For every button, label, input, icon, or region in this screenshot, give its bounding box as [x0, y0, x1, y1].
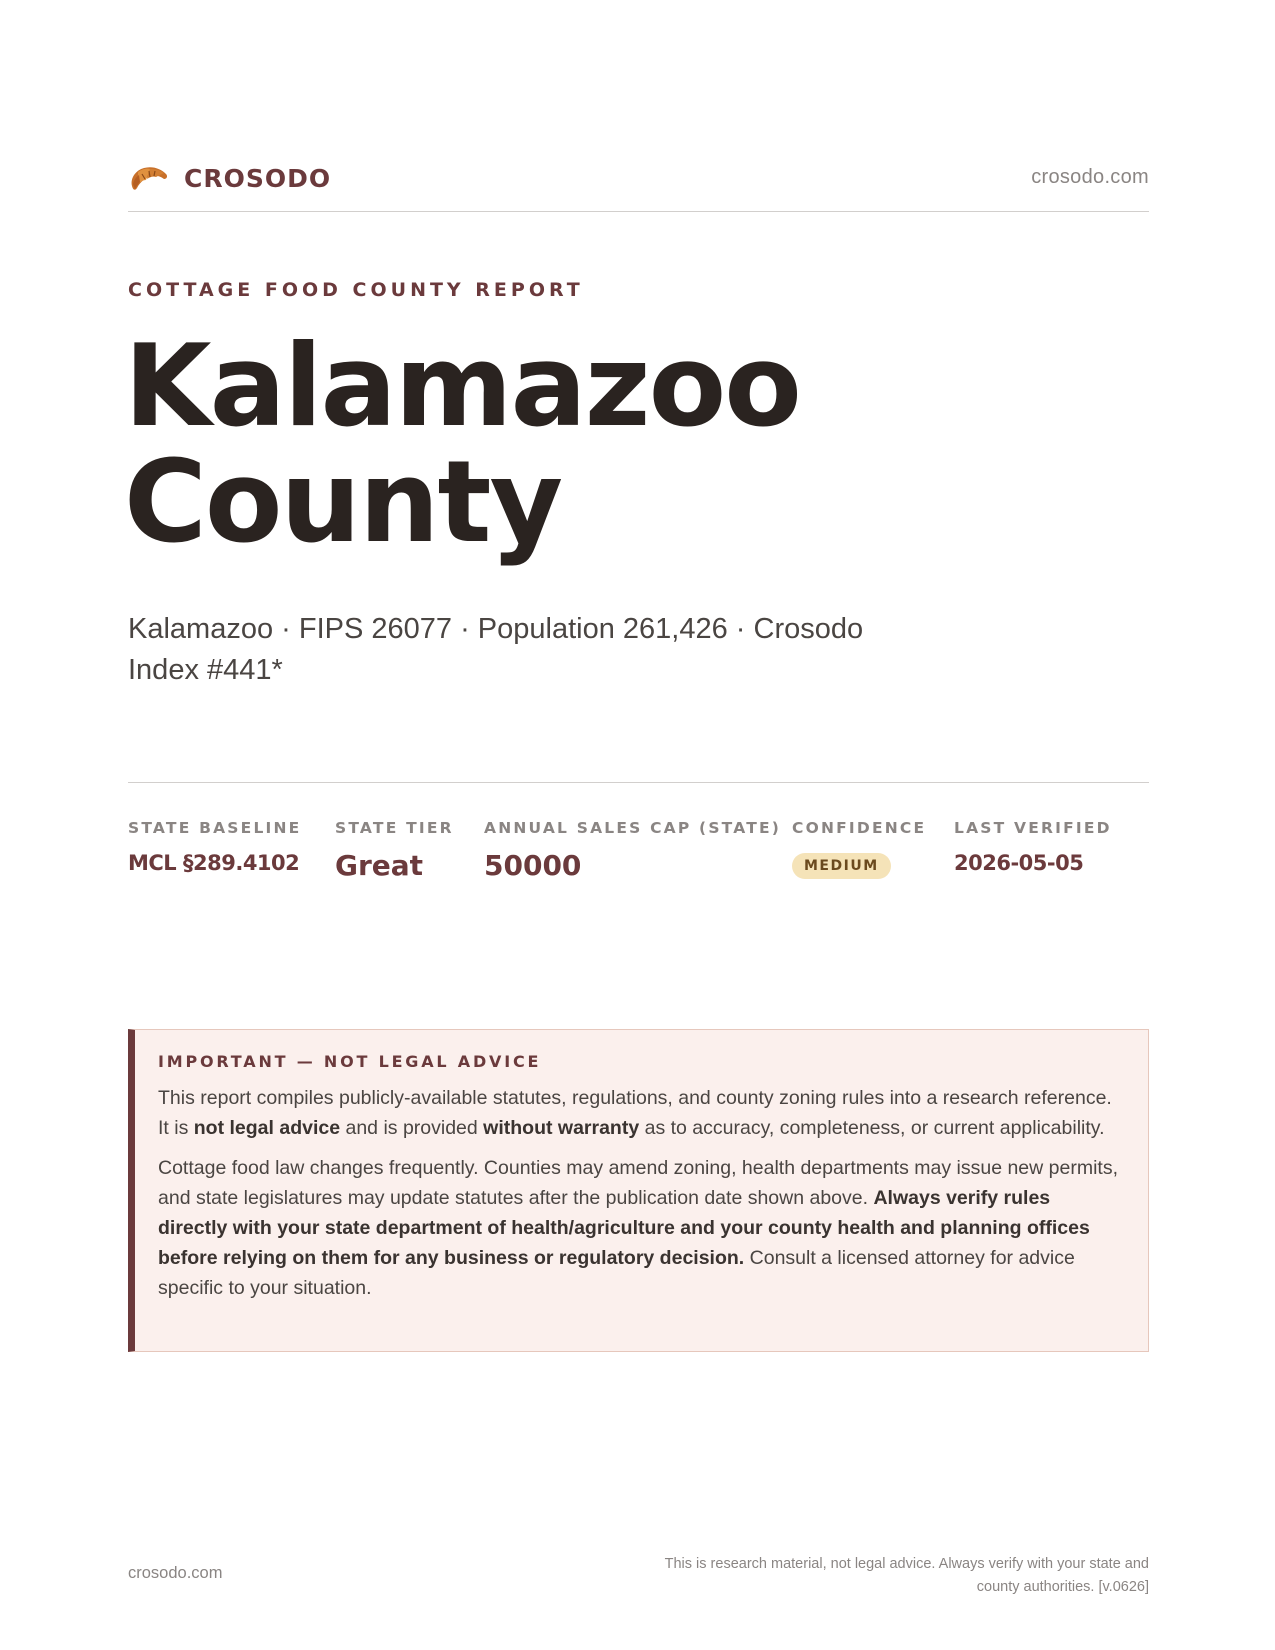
- header: [128, 158, 1149, 212]
- title-line-2: County: [124, 436, 562, 568]
- report-eyebrow: COTTAGE FOOD COUNTY REPORT: [128, 279, 584, 301]
- notice-text: as to accuracy, completeness, or current applicability.: [639, 1117, 1105, 1139]
- notice-paragraph-1: [158, 1083, 1122, 1143]
- stat-label: CONFIDENCE: [792, 819, 927, 837]
- footer-url[interactable]: crosodo.com: [128, 1564, 223, 1582]
- stat-label: ANNUAL SALES CAP (STATE): [484, 819, 782, 837]
- notice-text: This report compiles publicly-available statutes, regulations, and county zoning rules into a research reference. It is: [158, 1087, 1112, 1139]
- notice-text: Consult a licensed attorney for advice specific to your situation.: [158, 1247, 1075, 1299]
- report-page: [124, 0, 1149, 1650]
- stat-annual-sales-cap: [484, 819, 781, 882]
- notice-emphasis: not legal advice: [193, 1117, 341, 1139]
- stat-label: STATE BASELINE: [128, 819, 302, 837]
- stat-value: MCL §289.4102: [128, 851, 300, 875]
- brand-name: CROSODO: [184, 163, 332, 193]
- report-subtitle: Kalamazoo · FIPS 26077 · Population 261,426 · Crosodo Index #441*: [128, 613, 864, 686]
- footer-disclaimer: This is research material, not legal advice. Always verify with your state and county authorities. [v.0626]: [664, 1556, 1149, 1595]
- notice-heading: IMPORTANT — NOT LEGAL ADVICE: [158, 1052, 542, 1071]
- stat-label: STATE TIER: [335, 819, 454, 837]
- stats-row: [128, 782, 1149, 882]
- title-line-1: Kalamazoo: [124, 320, 800, 452]
- notice-paragraph-2: [158, 1153, 1122, 1303]
- stat-last-verified: [954, 819, 1112, 875]
- stat-state-baseline: [128, 819, 301, 875]
- notice-emphasis: without warranty: [483, 1117, 640, 1139]
- stat-label: LAST VERIFIED: [954, 819, 1112, 837]
- notice-text: Cottage food law changes frequently. Counties may amend zoning, health departments may issue new permits, and state legislatures may update statutes after the publication date shown above.: [158, 1157, 1118, 1209]
- legal-notice: [128, 1029, 1149, 1352]
- stat-state-tier: [335, 819, 454, 882]
- stat-confidence: [792, 819, 926, 879]
- header-url[interactable]: crosodo.com: [1031, 166, 1149, 188]
- stat-value: 2026-05-05: [954, 851, 1084, 875]
- confidence-badge: MEDIUM: [792, 853, 891, 879]
- page-title: [124, 320, 1024, 568]
- stat-value: Great: [335, 849, 424, 882]
- notice-text: and is provided: [340, 1117, 484, 1139]
- croissant-icon: [128, 160, 170, 196]
- notice-emphasis: Always verify rules directly with your state department of health/agriculture and your county health and planning offices before relying on them for any business or regulatory decision.: [158, 1187, 1090, 1269]
- brand[interactable]: [128, 160, 331, 196]
- stat-value: 50000: [484, 849, 582, 882]
